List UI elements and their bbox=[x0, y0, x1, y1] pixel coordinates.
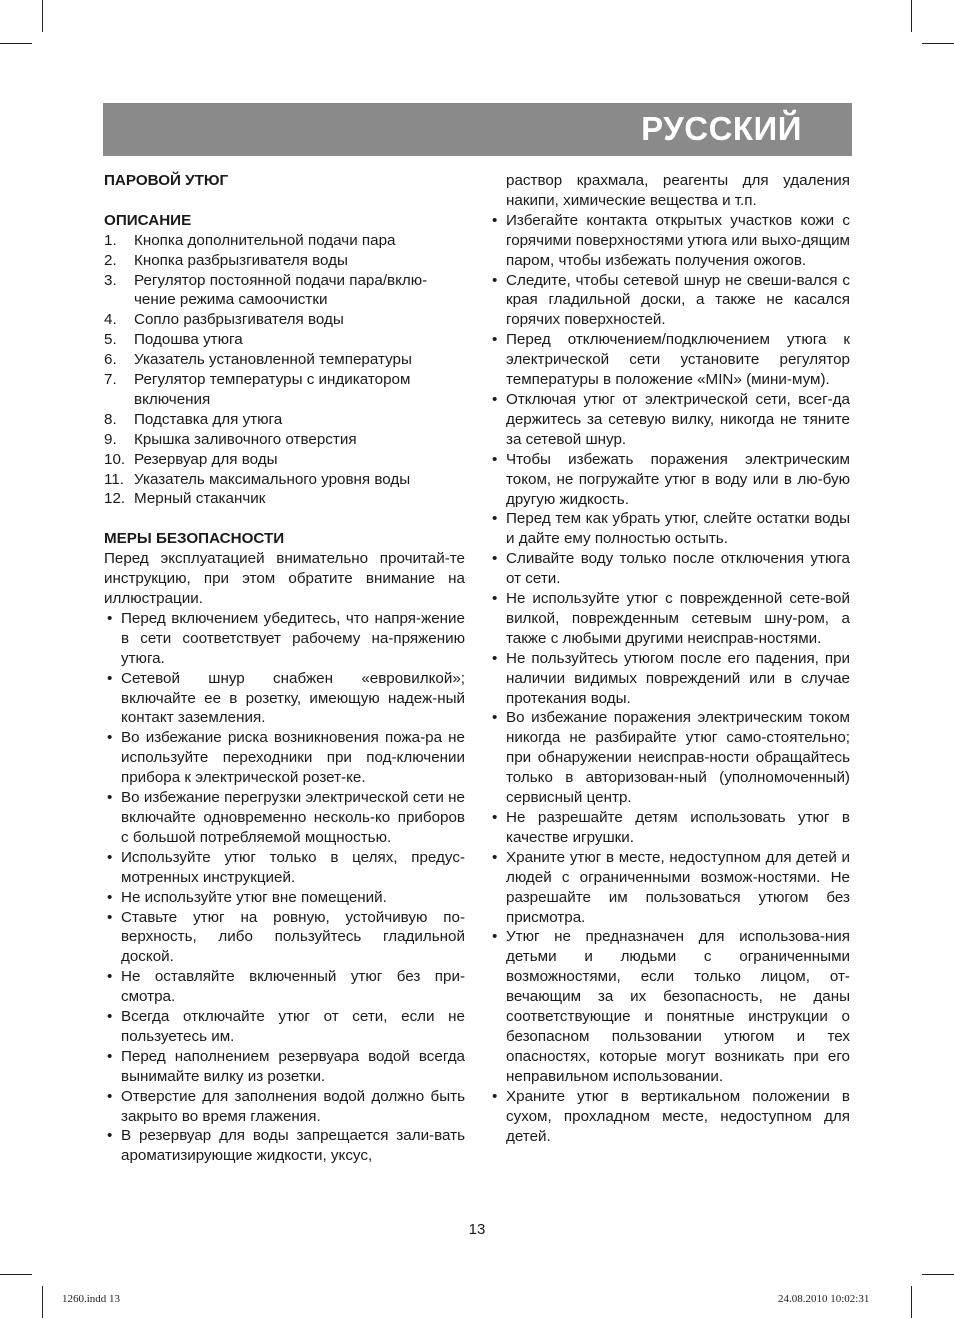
bullet-item: • Не используйте утюг с поврежденной сете-вой вилкой, поврежденным сетевым шну-ром, а также с любыми другими неисправ-ностями. bbox=[489, 589, 850, 649]
bullet-item: • В резервуар для воды запрещается зали-вать ароматизирующие жидкости, уксус, bbox=[104, 1126, 465, 1166]
list-item-text: Указатель максимального уровня воды bbox=[134, 470, 411, 488]
file-slug: 1260.indd 13 bbox=[62, 1293, 121, 1305]
description-list bbox=[104, 231, 465, 510]
bullet-item: • Используйте утюг только в целях, предус-мотренных инструкцией. bbox=[104, 848, 465, 888]
crop-mark bbox=[42, 1286, 43, 1318]
bullet-item: • Сливайте воду только после отключения утюга от сети. bbox=[489, 549, 850, 589]
list-item-text: Крышка заливочного отверстия bbox=[134, 430, 357, 448]
bullet-item: • Не пользуйтесь утюгом после его падения, при наличии видимых повреждений или в случае протекания воды. bbox=[489, 649, 850, 709]
bullet-item: • Следите, чтобы сетевой шнур не свеши-вался с края гладильной доски, а также не касался горячих поверхностей. bbox=[489, 271, 850, 331]
bullet-item: • Избегайте контакта открытых участков кожи с горячими поверхностями утюга или выхо-дящим паром, чтобы избежать получения ожогов. bbox=[489, 211, 850, 271]
list-item bbox=[104, 370, 465, 410]
list-item-number: 7. bbox=[104, 371, 117, 389]
bullet-item: • Перед тем как убрать утюг, слейте остатки воды и дайте ему полностью остыть. bbox=[489, 509, 850, 549]
bullet-item: • Перед включением убедитесь, что напря-жение в сети соответствует рабочему на-пряжению утюга. bbox=[104, 609, 465, 669]
list-item bbox=[104, 251, 465, 271]
list-item bbox=[104, 350, 465, 370]
list-item bbox=[104, 310, 465, 330]
bullet-item: • Храните утюг в вертикальном положении в сухом, прохладном месте, недоступном для детей. bbox=[489, 1087, 850, 1147]
list-item-text: Кнопка разбрызгивателя воды bbox=[134, 251, 348, 269]
bullet-item: • Не разрешайте детям использовать утюг в качестве игрушки. bbox=[489, 808, 850, 848]
list-item bbox=[104, 231, 465, 251]
crop-mark bbox=[922, 1274, 954, 1275]
left-column bbox=[104, 171, 465, 1166]
product-title: ПАРОВОЙ УТЮГ bbox=[104, 172, 229, 189]
list-item-number: 1. bbox=[104, 231, 117, 249]
bullet-item: • Ставьте утюг на ровную, устойчивую по-верхность, либо пользуйтесь гладильной доской. bbox=[104, 908, 465, 968]
bullet-item: • Перед наполнением резервуара водой всегда вынимайте вилку из розетки. bbox=[104, 1047, 465, 1087]
list-item-number: 12. bbox=[104, 490, 126, 508]
crop-mark bbox=[42, 0, 43, 32]
list-item bbox=[104, 489, 465, 509]
list-item bbox=[104, 271, 465, 311]
list-item-text: Подошва утюга bbox=[134, 331, 243, 349]
list-item bbox=[104, 470, 465, 490]
bullet-item: • Отверстие для заполнения водой должно быть закрыто во время глажения. bbox=[104, 1087, 465, 1127]
bullet-item: • Всегда отключайте утюг от сети, если не пользуетесь им. bbox=[104, 1007, 465, 1047]
bullet-item: • Перед отключением/подключением утюга к электрической сети установите регулятор температуры в положение «MIN» (мини-мум). bbox=[489, 330, 850, 390]
bullet-item: • Утюг не предназначен для использова-ния детьми и людьми с ограниченными возможностями, если только лицом, от-вечающим за их безопасность, не даны соответствующие и понятные инструкции о безопасном пользовании утюгом и тех опасностях, которые могут возникать при его неправильном использовании. bbox=[489, 927, 850, 1086]
banner-title: РУССКИЙ bbox=[641, 110, 802, 147]
language-banner bbox=[103, 103, 852, 156]
list-item-number: 6. bbox=[104, 351, 117, 369]
crop-mark bbox=[0, 1274, 32, 1275]
bullet-item: • Чтобы избежать поражения электрическим током, не погружайте утюг в воду или в лю-бую другую жидкость. bbox=[489, 450, 850, 510]
continued-text-content: раствор крахмала, реагенты для удаления накипи, химические вещества и т.п. bbox=[506, 172, 850, 209]
list-item-number: 5. bbox=[104, 331, 117, 349]
list-item bbox=[104, 430, 465, 450]
crop-mark bbox=[922, 43, 954, 44]
list-item-number: 11. bbox=[104, 470, 124, 488]
bullet-item: • Отключая утюг от электрической сети, всег-да держитесь за сетевую вилку, никогда не тяните за сетевой шнур. bbox=[489, 390, 850, 450]
bullet-item: • Не используйте утюг вне помещений. bbox=[104, 888, 465, 908]
page-number: 13 bbox=[468, 1221, 486, 1238]
list-item-number: 4. bbox=[104, 311, 117, 329]
list-item-text: Резервуар для воды bbox=[134, 450, 278, 468]
list-item-text: Кнопка дополнительной подачи пара bbox=[134, 231, 396, 249]
safety-list-right bbox=[489, 211, 850, 1147]
date-slug: 24.08.2010 10:02:31 bbox=[778, 1293, 870, 1305]
safety-list-left bbox=[104, 609, 465, 1166]
list-item-number: 8. bbox=[104, 410, 117, 428]
list-item bbox=[104, 410, 465, 430]
description-heading: ОПИСАНИЕ bbox=[104, 211, 192, 229]
safety-heading: МЕРЫ БЕЗОПАСНОСТИ bbox=[104, 530, 285, 548]
list-item bbox=[104, 450, 465, 470]
safety-intro: Перед эксплуатацией внимательно прочитай-те инструкцию, при этом обратите внимание на иллюстрации. bbox=[104, 550, 465, 607]
list-item-text: Регулятор постоянной подачи пара/вклю-чение режима самоочистки bbox=[134, 271, 428, 309]
bullet-item: • Во избежание риска возникновения пожа-ра не используйте переходники при под-ключении прибора к электрической розет-ке. bbox=[104, 728, 465, 788]
list-item-number: 3. bbox=[104, 271, 117, 289]
bullet-item: • Сетевой шнур снабжен «евровилкой»; включайте ее в розетку, имеющую надеж-ный контакт заземления. bbox=[104, 669, 465, 729]
list-item-text: Подставка для утюга bbox=[134, 410, 283, 428]
list-item-number: 10. bbox=[104, 450, 126, 468]
list-item-number: 2. bbox=[104, 251, 117, 269]
right-column bbox=[489, 171, 850, 1146]
list-item-text: Регулятор температуры с индикатором включения bbox=[134, 371, 411, 408]
continued-text bbox=[489, 171, 850, 211]
crop-mark bbox=[911, 1286, 912, 1318]
bullet-item: • Храните утюг в месте, недоступном для детей и людей с ограниченными возмож-ностями. Не разрешайте им пользоваться утюгом без присмотра. bbox=[489, 848, 850, 928]
crop-mark bbox=[911, 0, 912, 32]
list-item bbox=[104, 330, 465, 350]
bullet-item: • Во избежание поражения электрическим током никогда не разбирайте утюг само-стоятельно; при обнаружении неисправ-ности обращайтесь только в авторизован-ный (уполномоченный) сервисный центр. bbox=[489, 708, 850, 808]
list-item-text: Сопло разбрызгивателя воды bbox=[134, 311, 344, 329]
list-item-text: Мерный стаканчик bbox=[134, 490, 266, 508]
bullet-item: • Не оставляйте включенный утюг без при-смотра. bbox=[104, 967, 465, 1007]
bullet-item: • Во избежание перегрузки электрической сети не включайте одновременно несколь-ко приборов с большой потребляемой мощностью. bbox=[104, 788, 465, 848]
crop-mark bbox=[0, 43, 32, 44]
list-item-text: Указатель установленной температуры bbox=[134, 351, 412, 369]
list-item-number: 9. bbox=[104, 430, 117, 448]
